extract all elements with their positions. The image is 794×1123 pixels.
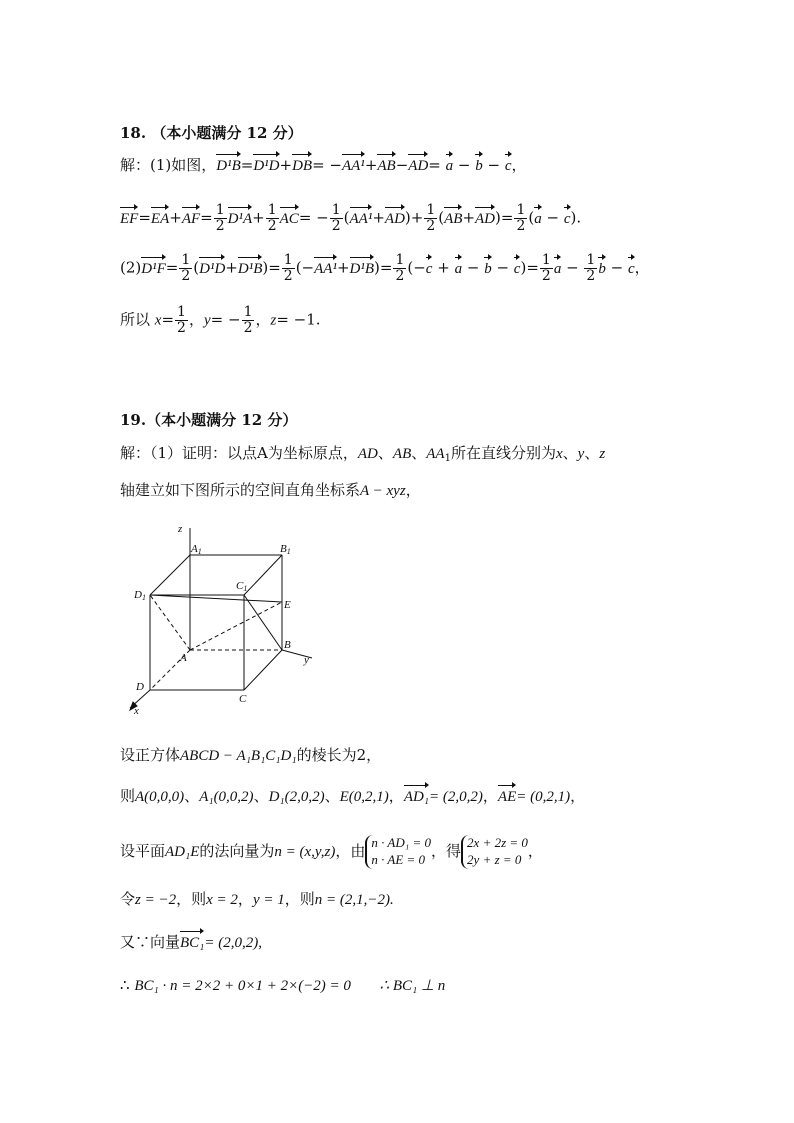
cube-figure <box>120 518 330 718</box>
q19-line5: 设平面AD₁E的法向量为n = (x,y,z)，由 n · AD₁ = 0 n · AE = 0 ，得 2x + 2z = 0 2y + z = 0 ， <box>120 835 543 867</box>
label-e: E <box>284 599 291 611</box>
label-c1: C1 <box>236 580 248 593</box>
q19-line2: 轴建立如下图所示的空间直角坐标系A − xyz， <box>120 481 421 499</box>
dash-ae <box>190 602 282 650</box>
label-z: z <box>178 523 183 535</box>
q19-line6: 令z = −2，则x = 2，y = 1，则n = (2,1,−2). <box>120 890 394 908</box>
q19-line4: 则A(0,0,0)、A₁(0,0,2)、D₁(2,0,2)、E(0,2,1)，AD₁= (2,0,2)，AE= (0,2,1)， <box>120 787 586 805</box>
edge-c1b <box>244 595 282 650</box>
label-x: x <box>134 705 139 717</box>
label-y: y <box>304 654 309 666</box>
label-b: B <box>284 639 291 651</box>
q18-line2: EF=EA+AF= $\frac{1}{2}$ D¹A+ $\frac{1}{2}$ AC= − $\frac{1}{2}$ (AA¹+AD)+ $\frac{1}{2}$ (AB+AD)= $\frac{1}{2}$ (a − c). <box>120 202 582 234</box>
q19-line1: 解：（1）证明：以点A为坐标原点，AD、AB、$AA_1$所在直线分别为x、y、z <box>120 444 606 464</box>
q18-line3: (2)D¹F= $\frac{1}{2}$ (D¹D+D¹B)= $\frac{1}{2}$ (−AA¹+D¹B)= $\frac{1}{2}$ (−c + a − b − c)= $\frac{1}{2}$ a − $\frac{1}{2}$ b − c， <box>120 252 650 284</box>
label-a: A <box>180 652 187 664</box>
q19-title: 19.（本小题满分 12 分） <box>120 411 298 429</box>
q19-line7: 又∵向量BC₁= (2,0,2), <box>120 933 263 951</box>
edge-a1d1 <box>150 555 190 595</box>
q19-line8: ∴ BC₁ · n = 2×2 + 0×1 + 2×(−2) = 0 ∴ BC₁ ⊥ n <box>120 976 446 994</box>
q18-line4: 所以 x= $\frac{1}{2}$ ，y= − $\frac{1}{2}$ ，z= −1. <box>120 304 321 336</box>
dash-ad1 <box>150 595 190 650</box>
q19-line3: 设正方体ABCD − A₁B₁C₁D₁的棱长为2， <box>120 746 382 764</box>
q18-line1: 解：(1)如图，D¹B=D¹D+DB= −AA¹+AB−AD= a − b − c， <box>120 156 527 174</box>
label-d: D <box>136 681 144 693</box>
q18-title: 18. （本小题满分 12 分） <box>120 124 303 142</box>
edge-cb <box>244 650 282 690</box>
label-a1: A1 <box>191 543 202 556</box>
label-b1: B1 <box>280 543 291 556</box>
edge-d1e <box>150 595 282 602</box>
label-d1: D1 <box>134 589 146 602</box>
edge-b1c1 <box>244 555 282 595</box>
label-c: C <box>239 693 247 705</box>
